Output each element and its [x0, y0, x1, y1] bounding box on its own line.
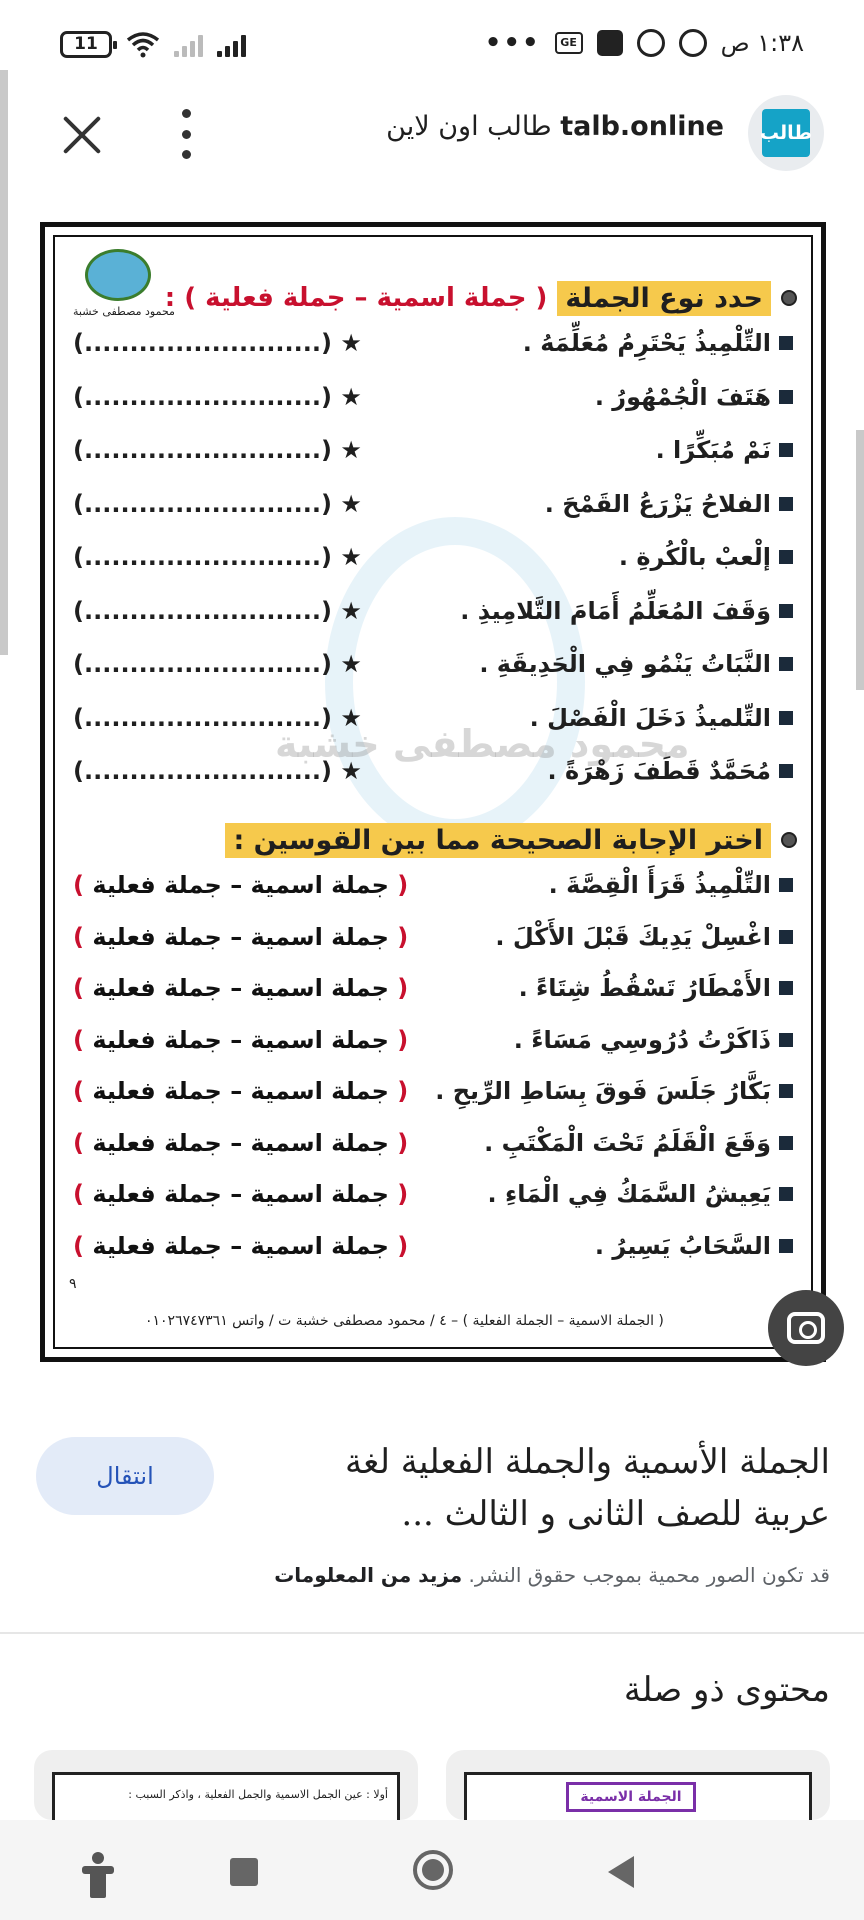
viewer-header	[0, 95, 864, 220]
section1-item	[73, 646, 793, 690]
square-bullet-icon	[779, 443, 793, 457]
choice-close: )	[73, 922, 84, 951]
accessibility-icon[interactable]	[78, 1852, 118, 1898]
sentence	[435, 1077, 793, 1105]
worksheet-logo-caption: محمود مصطفى خشبة	[73, 305, 175, 318]
section2-title: اختر الإجابة الصحيحة مما بين القوسين :	[225, 823, 771, 858]
section1-item	[73, 325, 793, 369]
square-bullet-icon	[779, 390, 793, 404]
sentence-text: التِّلْمِيذُ قَرَأَ الْقِصَّةَ .	[548, 871, 771, 899]
thumbnail-tag: الجملة الاسمية	[566, 1782, 696, 1812]
sentence-text: التِّلْمِيذُ يَحْتَرِمُ مُعَلِّمَهُ .	[522, 329, 771, 357]
sentence-text: ذَاكَرْتُ دُرُوسِي مَسَاءً .	[513, 1025, 771, 1054]
visit-button[interactable]: انتقال	[36, 1437, 214, 1515]
system-nav-bar	[0, 1820, 864, 1920]
overflow-notifications: •••	[484, 28, 541, 58]
choice-text: جملة اسمية – جملة فعلية	[92, 1231, 389, 1260]
sentence	[484, 1129, 793, 1157]
related-thumbnail-2[interactable]	[34, 1750, 418, 1820]
section1-item	[73, 539, 793, 583]
answer-blank: (..........................) ★	[73, 596, 362, 625]
choice-close: )	[73, 1180, 84, 1208]
site-favicon[interactable]	[748, 95, 824, 171]
section1-item	[73, 593, 793, 637]
choice-options	[73, 1232, 408, 1260]
sentence-text: السَّحَابُ يَسِيرُ .	[594, 1231, 771, 1260]
whatsapp-icon	[637, 29, 665, 57]
square-bullet-icon	[779, 711, 793, 725]
sentence-text: الفلاحُ يَزْرَعُ القَمْحَ .	[544, 489, 771, 518]
sentence-text: وَقَفَ المُعَلِّمُ أَمَامَ التَّلامِيذِ .	[460, 596, 771, 625]
sentence-text: بَكَّارُ جَلَسَ فَوقَ بِسَاطِ الرِّيحِ .	[435, 1077, 771, 1105]
divider	[0, 1632, 864, 1634]
square-bullet-icon	[779, 878, 793, 892]
square-bullet-icon	[779, 1033, 793, 1047]
choice-text: جملة اسمية – جملة فعلية	[92, 1077, 389, 1105]
sentence	[656, 436, 793, 464]
choice-options	[73, 923, 408, 951]
square-bullet-icon	[779, 497, 793, 511]
signal-sim1-icon	[217, 31, 246, 57]
square-bullet-icon	[779, 550, 793, 564]
sentence	[460, 597, 793, 625]
watermark-text: محمود مصطفى خشبة	[275, 722, 690, 766]
ge-app-icon: GE	[555, 32, 583, 54]
answer-blank: (..........................) ★	[73, 489, 362, 518]
related-heading: محتوى ذو صلة	[623, 1670, 830, 1710]
section1-item	[73, 432, 793, 476]
section1-item	[73, 486, 793, 530]
answer-blank: (..........................) ★	[73, 650, 362, 678]
source-site[interactable]	[386, 111, 724, 142]
choice-close: )	[73, 1077, 84, 1105]
section2-item	[73, 1228, 793, 1272]
sentence	[545, 490, 793, 518]
choice-close: )	[73, 1128, 84, 1157]
sentence	[549, 871, 793, 899]
answer-blank: (..........................) ★	[73, 543, 362, 571]
section2-item	[73, 1022, 793, 1066]
section2-item	[73, 1125, 793, 1169]
section1-item	[73, 700, 793, 744]
answer-blank: (..........................) ★	[73, 703, 362, 732]
sentence-text: وَقَعَ الْقَلَمُ تَحْتَ الْمَكْتَبِ .	[484, 1128, 771, 1157]
choice-options	[73, 1077, 408, 1105]
choice-options	[73, 871, 408, 899]
signal-sim2-icon	[174, 31, 203, 57]
sentence	[595, 1232, 793, 1260]
choice-open: (	[397, 1231, 409, 1260]
thumbnail-text: أولا : عين الجمل الاسمية والجمل الفعلية ، واذكر السبب :	[128, 1788, 388, 1801]
choice-open: (	[397, 1180, 409, 1208]
square-bullet-icon	[779, 1187, 793, 1201]
camera-icon	[787, 1312, 825, 1344]
choice-close: )	[73, 1231, 84, 1260]
choice-options	[73, 974, 408, 1002]
section1-options: ( جملة اسمية – جملة فعلية ) :	[164, 283, 548, 313]
more-info-link[interactable]: مزيد من المعلومات	[274, 1563, 463, 1587]
choice-text: جملة اسمية – جملة فعلية	[92, 922, 389, 951]
section2-heading	[225, 819, 797, 861]
choice-text: جملة اسمية – جملة فعلية	[92, 1025, 389, 1054]
section2-item	[73, 970, 793, 1014]
choice-options	[73, 1129, 408, 1157]
site-logo-text: طالب	[762, 109, 810, 157]
sentence-text: التِّلميذُ دَخَلَ الْفَصْلَ .	[529, 703, 771, 732]
close-icon[interactable]	[60, 113, 104, 157]
choice-open: (	[397, 1077, 409, 1105]
section2-item	[73, 919, 793, 963]
square-bullet-icon	[779, 657, 793, 671]
sentence	[519, 974, 793, 1002]
sentence-text: مُحَمَّدٌ قَطَفَ زَهْرَةً .	[547, 757, 771, 785]
source-domain: talb.online	[560, 111, 724, 142]
app-notification-icon	[597, 30, 623, 56]
choice-open: (	[397, 871, 409, 899]
square-bullet-icon	[779, 336, 793, 350]
sentence	[487, 1180, 793, 1208]
lens-search-button[interactable]	[768, 1290, 844, 1366]
sentence-text: هَتَفَ الْجُمْهُورُ .	[594, 382, 771, 411]
choice-open: (	[397, 974, 409, 1002]
battery-level: 11	[74, 33, 98, 54]
sentence	[495, 923, 793, 951]
battery-icon	[60, 31, 112, 58]
section1-item	[73, 753, 793, 797]
choice-options	[73, 1180, 408, 1208]
section1-item	[73, 379, 793, 423]
copyright-notice	[274, 1563, 830, 1587]
choice-text: جملة اسمية – جملة فعلية	[92, 974, 389, 1002]
choice-close: )	[73, 871, 84, 899]
source-name: طالب اون لاين	[386, 111, 552, 142]
status-bar	[0, 0, 864, 95]
answer-blank: (..........................) ★	[73, 329, 362, 357]
choice-close: )	[73, 1025, 84, 1054]
choice-text: جملة اسمية – جملة فعلية	[92, 1180, 389, 1208]
alarm-icon	[679, 29, 707, 57]
square-bullet-icon	[779, 764, 793, 778]
square-bullet-icon	[779, 1136, 793, 1150]
more-options-icon[interactable]	[180, 109, 192, 159]
square-bullet-icon	[779, 1239, 793, 1253]
left-edge-indicator	[0, 70, 8, 655]
sentence	[530, 704, 793, 732]
home-button[interactable]	[413, 1850, 453, 1890]
recents-button[interactable]	[230, 1858, 258, 1886]
heading-bullet-icon	[781, 832, 797, 848]
sentence	[547, 757, 793, 785]
sentence	[523, 329, 793, 357]
sentence-text: يَعِيشُ السَّمَكُ فِي الْمَاءِ .	[487, 1180, 771, 1208]
sentence-text: إلْعبْ بالْكُرةِ .	[618, 543, 771, 571]
section2-item	[73, 1073, 793, 1117]
sentence-text: الأَمْطَارُ تَسْقُطُ شِتَاءً .	[518, 974, 771, 1002]
section1-heading	[165, 277, 797, 319]
sentence	[595, 383, 793, 411]
worksheet-frame	[53, 235, 813, 1349]
sentence-text: نَمْ مُبَكِّرًا .	[655, 436, 771, 464]
sentence	[479, 650, 793, 678]
square-bullet-icon	[779, 930, 793, 944]
choice-text: جملة اسمية – جملة فعلية	[92, 1128, 389, 1157]
worksheet-footer: ( الجملة الاسمية – الجملة الفعلية ) – ٤ / محمود مصطفى خشبة ت / واتس ٠١٠٢٦٧٤٧٣٦١	[145, 1313, 664, 1329]
scrollbar[interactable]	[856, 430, 864, 690]
answer-blank: (..........................) ★	[73, 382, 362, 411]
clock: ١:٣٨ ص	[720, 29, 804, 57]
choice-open: (	[397, 1025, 409, 1054]
choice-open: (	[397, 1128, 409, 1157]
sentence-text: اغْسِلْ يَدِيكَ قَبْلَ الأَكْلَ .	[495, 922, 771, 951]
square-bullet-icon	[779, 604, 793, 618]
back-button[interactable]	[608, 1856, 634, 1888]
page-number: ٩	[69, 1276, 77, 1292]
answer-blank: (..........................) ★	[73, 436, 362, 464]
choice-options	[73, 1026, 408, 1054]
result-title[interactable]: الجملة الأسمية والجملة الفعلية لغة عربية للصف الثانى و الثالث ...	[344, 1442, 830, 1534]
sentence	[619, 543, 793, 571]
wifi-icon	[126, 30, 160, 58]
copyright-text: قد تكون الصور محمية بموجب حقوق النشر.	[468, 1563, 830, 1587]
choice-text: جملة اسمية – جملة فعلية	[92, 871, 389, 899]
square-bullet-icon	[779, 981, 793, 995]
choice-close: )	[73, 974, 84, 1002]
heading-bullet-icon	[781, 290, 797, 306]
square-bullet-icon	[779, 1084, 793, 1098]
section2-item	[73, 867, 793, 911]
choice-open: (	[397, 922, 409, 951]
section2-item	[73, 1176, 793, 1220]
answer-blank: (..........................) ★	[73, 757, 362, 785]
section1-title: حدد نوع الجملة	[557, 281, 771, 316]
sentence	[514, 1026, 793, 1054]
sentence-text: النَّبَاتُ يَنْمُو فِي الْحَدِيقَةِ .	[479, 650, 771, 678]
worksheet-image[interactable]	[40, 222, 826, 1362]
related-thumbnail-1[interactable]	[446, 1750, 830, 1820]
worksheet-logo	[85, 249, 151, 301]
